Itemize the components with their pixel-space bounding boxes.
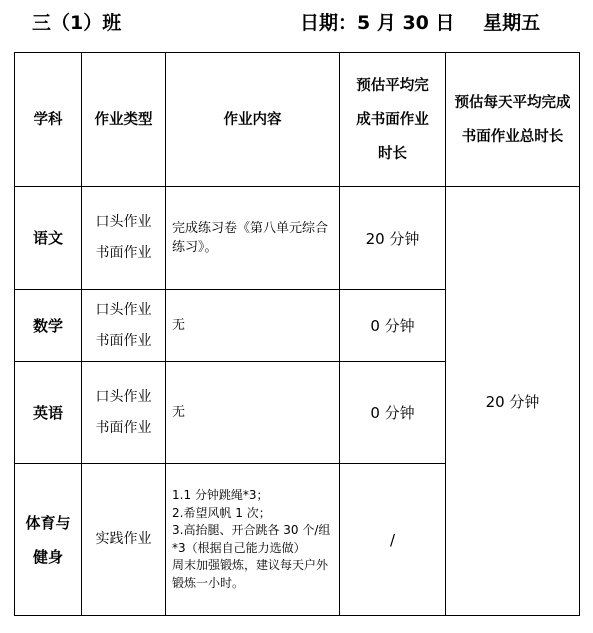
content-cell xyxy=(166,362,340,464)
content-line: 3.高抬腿、开合跳各 30 个/组*3（根据自己能力选做） xyxy=(172,523,331,555)
content-cell xyxy=(166,187,340,290)
content-line: 2.希望风帆 1 次； xyxy=(172,505,271,520)
date-text: 日期：5 月 30 日 xyxy=(300,12,455,34)
content-line: 无 xyxy=(172,318,186,333)
header-subject: 学科 xyxy=(15,53,82,187)
content-line: 周末加强锻炼，建议每天户外锻炼一小时。 xyxy=(172,558,329,590)
subject-cell: 语文 xyxy=(15,187,82,290)
weekday-text: 星期五 xyxy=(483,12,541,34)
date-line xyxy=(300,8,540,35)
type-label: 实践作业 xyxy=(95,531,152,547)
header-content: 作业内容 xyxy=(166,53,340,187)
content-cell xyxy=(166,464,340,616)
content-line: 1.1 分钟跳绳*3； xyxy=(172,488,269,502)
type-label: 书面作业 xyxy=(95,332,152,349)
content-line: 无 xyxy=(172,405,186,420)
type-label: 口头作业 xyxy=(95,388,152,405)
subject-cell: 英语 xyxy=(15,362,82,464)
type-cell xyxy=(82,362,166,464)
class-name: 三（1）班 xyxy=(32,12,122,34)
header-est-time: 预估平均完成书面作业时长 xyxy=(340,53,446,187)
subject-cell: 数学 xyxy=(15,290,82,362)
time-cell: 20 分钟 xyxy=(340,187,446,290)
content-line: 完成练习卷《第八单元综合练习》。 xyxy=(172,221,329,255)
type-cell xyxy=(82,290,166,362)
type-label: 书面作业 xyxy=(95,419,152,436)
header-type: 作业类型 xyxy=(82,53,166,187)
page-header xyxy=(0,6,593,38)
time-cell: 0 分钟 xyxy=(340,290,446,362)
type-label: 口头作业 xyxy=(95,301,152,318)
type-label: 口头作业 xyxy=(95,214,152,230)
homework-table xyxy=(14,52,580,616)
time-cell: 0 分钟 xyxy=(340,362,446,464)
table-row xyxy=(15,187,580,290)
time-cell: / xyxy=(340,464,446,616)
header-total-time: 预估每天平均完成书面作业总时长 xyxy=(446,53,580,187)
content-cell xyxy=(166,290,340,362)
type-label: 书面作业 xyxy=(95,245,152,261)
subject-cell: 体育与健身 xyxy=(15,464,82,616)
header-row xyxy=(15,53,580,187)
type-cell xyxy=(82,187,166,290)
total-time-cell: 20 分钟 xyxy=(446,187,580,616)
type-cell xyxy=(82,464,166,616)
